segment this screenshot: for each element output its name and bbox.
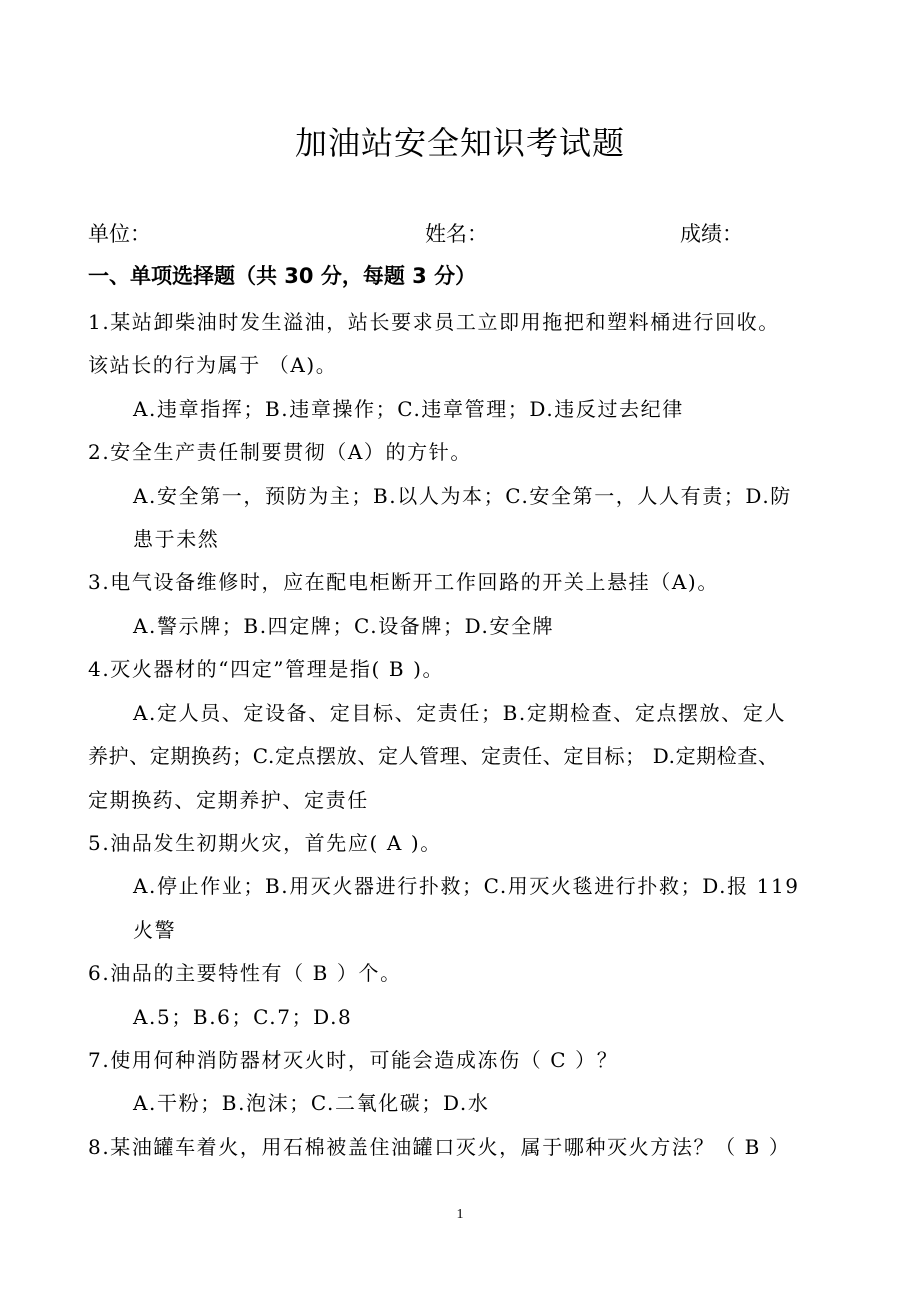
question-5-options-line-1: A.停止作业；B.用灭火器进行扑救；C.用灭火毯进行扑救；D.报 119 [133, 874, 800, 898]
question-8: 8.某油罐车着火，用石棉被盖住油罐口灭火，属于哪种灭火方法？（ B ） [88, 1135, 791, 1159]
question-4-options-line-1: A.定人员、定设备、定目标、定责任；B.定期检查、定点摆放、定人 [133, 701, 787, 725]
question-4-options-line-3: 定期换药、定期养护、定责任 [88, 788, 369, 812]
question-5-options-line-2: 火警 [133, 918, 177, 942]
name-field-label: 姓名： [425, 222, 488, 246]
question-7: 7.使用何种消防器材灭火时，可能会造成冻伤（ C ）？ [88, 1048, 619, 1072]
question-5: 5.油品发生初期火灾，首先应( A )。 [88, 831, 442, 855]
exam-title: 加油站安全知识考试题 [294, 124, 625, 162]
question-2-options-line-2: 患于未然 [133, 527, 220, 551]
question-2-options-line-1: A.安全第一，预防为主；B.以人为本；C.安全第一，人人有责；D.防 [133, 484, 792, 508]
unit-field-label: 单位： [88, 222, 151, 246]
question-4-options-line-2: 养护、定期换药；C.定点摆放、定人管理、定责任、定目标； D.定期检查、 [88, 744, 779, 768]
question-2: 2.安全生产责任制要贯彻（A）的方针。 [88, 440, 472, 464]
question-1-line-1: 1.某站卸柴油时发生溢油，站长要求员工立即用拖把和塑料桶进行回收。 [88, 310, 780, 334]
score-field-label: 成绩： [680, 222, 743, 246]
section-heading-single-choice: 一、单项选择题（共 30 分，每题 3 分） [88, 264, 477, 288]
question-6: 6.油品的主要特性有（ B ）个。 [88, 961, 402, 985]
question-1-options: A.违章指挥；B.违章操作；C.违章管理；D.违反过去纪律 [133, 397, 684, 421]
page-number: 1 [456, 1207, 464, 1222]
question-1-line-2: 该站长的行为属于 （A)。 [88, 353, 338, 377]
question-4: 4.灭火器材的“四定”管理是指( B )。 [88, 657, 445, 681]
question-3: 3.电气设备维修时，应在配电柜断开工作回路的开关上悬挂（A)。 [88, 570, 719, 594]
question-3-options: A.警示牌；B.四定牌；C.设备牌；D.安全牌 [133, 614, 555, 638]
question-7-options: A.干粉；B.泡沫；C.二氧化碳；D.水 [133, 1091, 490, 1115]
question-6-options: A.5；B.6；C.7；D.8 [133, 1005, 353, 1029]
